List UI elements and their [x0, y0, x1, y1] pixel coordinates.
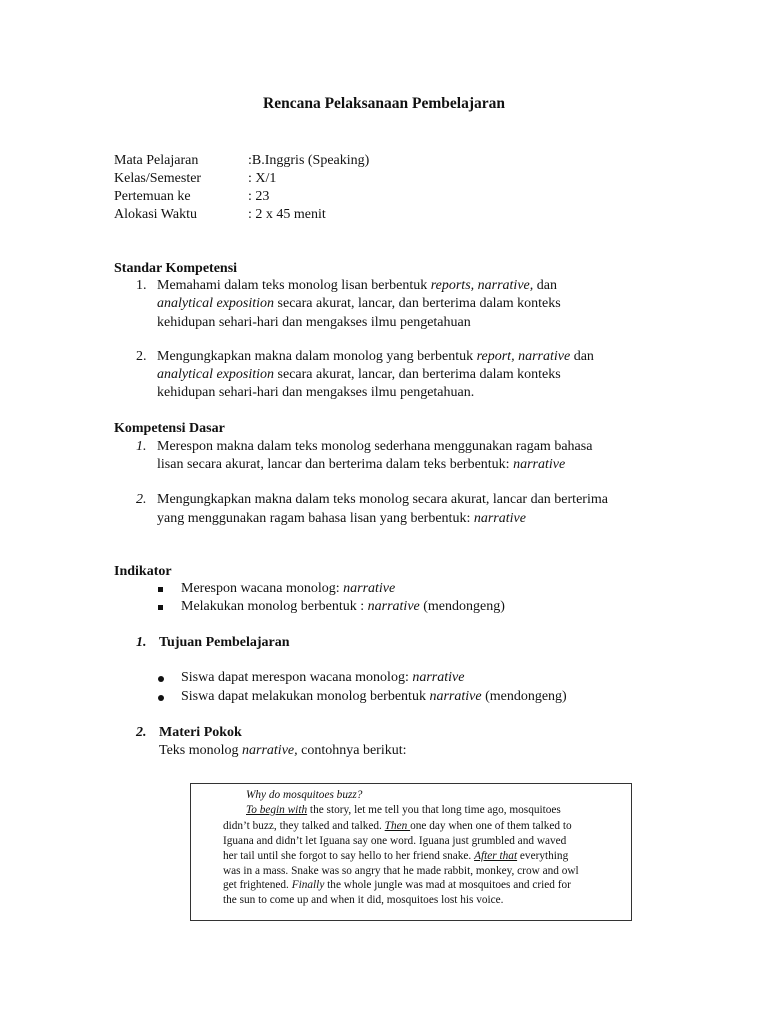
info-label-kelas-semester: Kelas/Semester — [114, 171, 202, 186]
story-line7: the sun to come up and when it did, mosquitoes lost his voice. — [223, 894, 504, 906]
round-bullet-icon — [158, 676, 164, 682]
dasar-item2-number: 2. — [136, 492, 147, 507]
dasar-heading: Kompetensi Dasar — [114, 421, 225, 436]
standar-item1-line1: Memahami dalam teks monolog lisan berbentuk reports, narrative, dan — [157, 278, 557, 293]
info-value-kelas-semester: : X/1 — [248, 171, 277, 186]
info-value-pertemuan: : 23 — [248, 189, 270, 204]
story-line6: get frightened. Finally the whole jungle was mad at mosquitoes and cried for — [223, 879, 571, 891]
standar-item2-line3: kehidupan sehari-hari dan mengakses ilmu pengetahuan. — [157, 385, 475, 400]
square-bullet-icon — [158, 605, 163, 610]
indikator-item2: Melakukan monolog berbentuk : narrative (mendongeng) — [181, 599, 505, 614]
document-title: Rencana Pelaksanaan Pembelajaran — [263, 95, 505, 112]
info-value-mata-pelajaran: :B.Inggris (Speaking) — [248, 153, 370, 168]
standar-item2-line2: analytical exposition secara akurat, lancar, dan berterima dalam konteks — [157, 367, 561, 382]
standar-item1-line3: kehidupan sehari-hari dan mengakses ilmu pengetahuan — [157, 315, 471, 330]
tujuan-item1: Siswa dapat merespon wacana monolog: narrative — [181, 670, 465, 685]
square-bullet-icon — [158, 587, 163, 592]
materi-number: 2. — [136, 725, 147, 740]
dasar-item1-line1: Merespon makna dalam teks monolog sederhana menggunakan ragam bahasa — [157, 439, 593, 454]
standar-item1-number: 1. — [136, 278, 147, 293]
tujuan-item2: Siswa dapat melakukan monolog berbentuk narrative (mendongeng) — [181, 689, 567, 704]
story-title: Why do mosquitoes buzz? — [246, 789, 363, 801]
standar-item1-line2: analytical exposition secara akurat, lancar, dan berterima dalam konteks — [157, 296, 561, 311]
info-label-mata-pelajaran: Mata Pelajaran — [114, 153, 199, 168]
story-line5: was in a mass. Snake was so angry that he made rabbit, monkey, crow and owl — [223, 865, 579, 877]
story-line2: didn’t buzz, they talked and talked. Then one day when one of them talked to — [223, 820, 572, 832]
materi-heading: Materi Pokok — [159, 725, 242, 740]
standar-item2-number: 2. — [136, 349, 147, 364]
dasar-item2-line2: yang menggunakan ragam bahasa lisan yang berbentuk: narrative — [157, 511, 526, 526]
info-label-pertemuan: Pertemuan ke — [114, 189, 191, 204]
dasar-item1-line2: lisan secara akurat, lancar dan berterima dalam teks berbentuk: narrative — [157, 457, 566, 472]
materi-description: Teks monolog narrative, contohnya berikut: — [159, 743, 407, 758]
indikator-item1: Merespon wacana monolog: narrative — [181, 581, 396, 596]
round-bullet-icon — [158, 695, 164, 701]
dasar-item1-number: 1. — [136, 439, 147, 454]
tujuan-number: 1. — [136, 635, 147, 650]
dasar-item2-line1: Mengungkapkan makna dalam teks monolog secara akurat, lancar dan berterima — [157, 492, 608, 507]
standar-heading: Standar Kompetensi — [114, 261, 238, 276]
indikator-heading: Indikator — [114, 564, 172, 579]
info-value-alokasi-waktu: : 2 x 45 menit — [248, 207, 326, 222]
info-label-alokasi-waktu: Alokasi Waktu — [114, 207, 197, 222]
story-line4: her tail until she forgot to say hello to her friend snake. After that everything — [223, 850, 569, 862]
story-line3: Iguana and didn’t let Iguana say one word. Iguana just grumbled and waved — [223, 835, 567, 847]
story-line1: To begin with the story, let me tell you that long time ago, mosquitoes — [246, 804, 561, 816]
tujuan-heading: Tujuan Pembelajaran — [159, 635, 290, 650]
standar-item2-line1: Mengungkapkan makna dalam monolog yang berbentuk report, narrative dan — [157, 349, 594, 364]
